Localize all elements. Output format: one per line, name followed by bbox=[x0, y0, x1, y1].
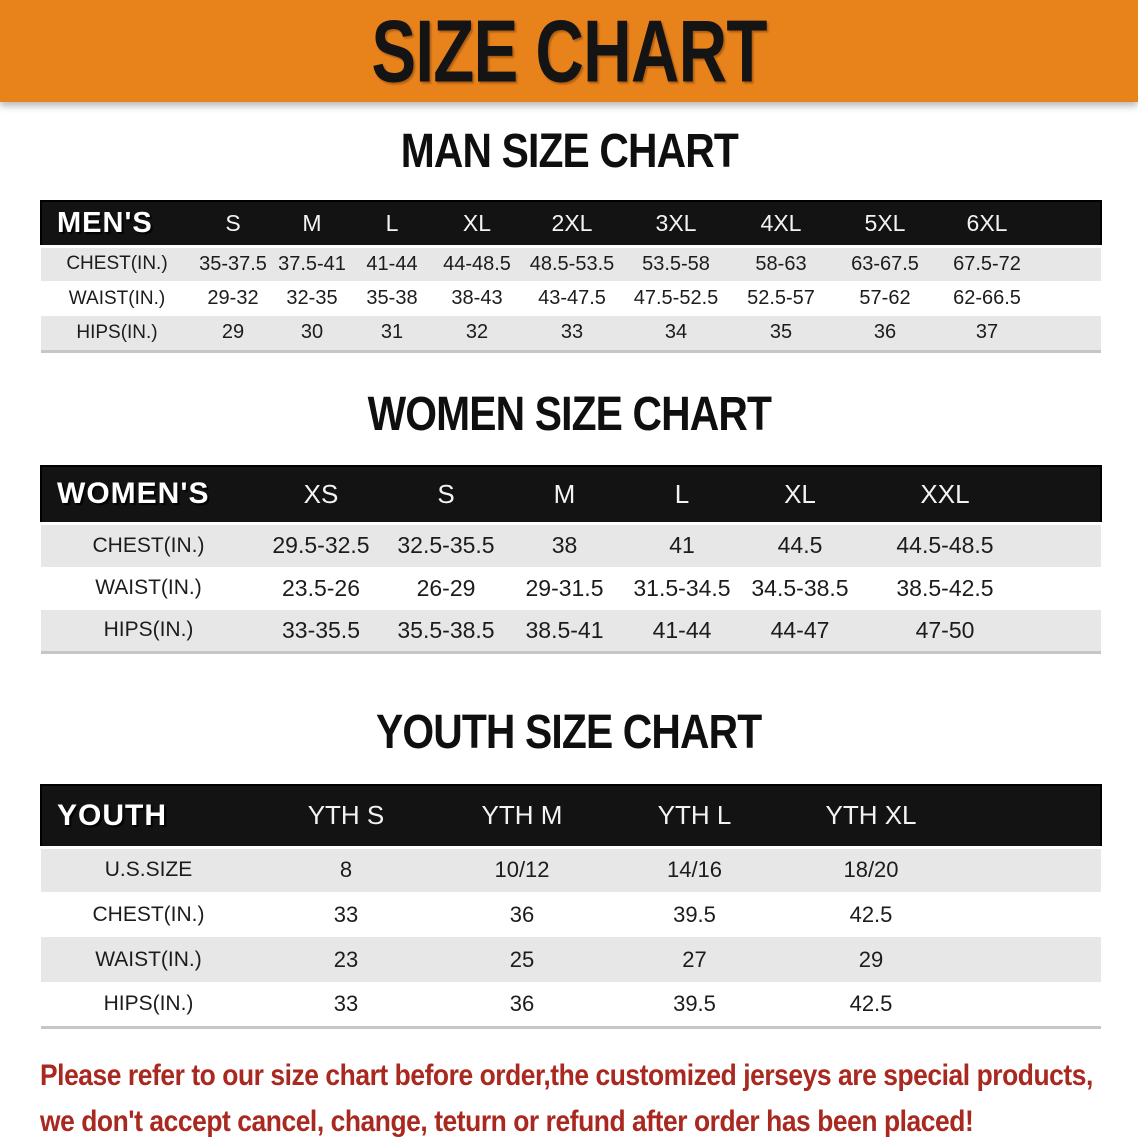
size-column-header: 2XL bbox=[551, 209, 593, 236]
size-column-header: XXL bbox=[920, 478, 970, 509]
row-label-cell: CHEST(IN.) bbox=[41, 524, 256, 567]
size-value-cell: 38.5-42.5 bbox=[896, 574, 994, 601]
size-value-cell: 33 bbox=[333, 901, 359, 927]
filler-cell bbox=[961, 847, 1101, 892]
size-value-cell: 34 bbox=[623, 316, 729, 351]
size-value-cell: 18/20 bbox=[781, 847, 961, 892]
size-value-cell: 32 bbox=[433, 316, 521, 351]
size-value-cell: 8 bbox=[256, 847, 436, 892]
size-value-cell: 44-48.5 bbox=[433, 246, 521, 281]
table-title-cell: YOUTH bbox=[57, 798, 167, 832]
size-value-cell: 26-29 bbox=[416, 574, 476, 601]
size-value-cell: 58-63 bbox=[729, 246, 833, 281]
size-column-header: XL bbox=[462, 209, 492, 236]
size-value-cell: 38.5-41 bbox=[506, 610, 623, 653]
size-value-cell: 44-47 bbox=[741, 610, 859, 653]
filler-cell bbox=[1037, 246, 1101, 281]
size-chart-banner bbox=[0, 0, 1138, 102]
size-value-cell: 63-67.5 bbox=[833, 246, 937, 281]
size-value-cell: 41-44 bbox=[623, 610, 741, 653]
filler-cell bbox=[1031, 466, 1101, 524]
size-value-cell: 36 bbox=[436, 982, 608, 1027]
size-value-cell: 38 bbox=[506, 524, 623, 567]
size-column-header: 3XL bbox=[655, 209, 697, 236]
size-value-cell: 39.5 bbox=[673, 901, 716, 927]
size-value-cell: 53.5-58 bbox=[623, 246, 729, 281]
filler-cell bbox=[1031, 610, 1101, 653]
size-column-header: S bbox=[225, 209, 241, 236]
size-column-header: YTH M bbox=[481, 800, 563, 831]
size-value-cell: 32-35 bbox=[286, 287, 338, 309]
size-value-cell: 47-50 bbox=[859, 610, 1031, 653]
size-value-cell: 36 bbox=[509, 901, 535, 927]
measurement-row bbox=[41, 610, 1101, 653]
size-value-cell: 29 bbox=[193, 316, 273, 351]
filler-cell bbox=[1037, 201, 1101, 246]
section-heading-man bbox=[0, 125, 1138, 178]
size-value-cell: 41-44 bbox=[351, 246, 433, 281]
section-heading-women bbox=[0, 387, 1138, 441]
size-value-cell: 35-38 bbox=[366, 287, 418, 309]
filler-cell bbox=[961, 937, 1101, 982]
man-size-chart-title: MAN SIZE CHART bbox=[400, 125, 738, 178]
size-value-cell: 29.5-32.5 bbox=[256, 524, 386, 567]
table-header-row bbox=[41, 466, 1101, 524]
size-value-cell: 31.5-34.5 bbox=[633, 574, 731, 601]
size-value-cell: 44.5 bbox=[741, 524, 859, 567]
row-label-cell: HIPS(IN.) bbox=[41, 982, 256, 1027]
row-label-cell: WAIST(IN.) bbox=[95, 947, 202, 971]
filler-cell bbox=[1031, 524, 1101, 567]
size-value-cell: 35 bbox=[729, 316, 833, 351]
section-heading-youth bbox=[0, 706, 1138, 759]
disclaimer-text bbox=[40, 1053, 1138, 1145]
measurement-row bbox=[41, 892, 1101, 937]
measurement-row bbox=[41, 524, 1101, 567]
size-value-cell: 10/12 bbox=[436, 847, 608, 892]
measurement-row bbox=[41, 937, 1101, 982]
size-value-cell: 29-32 bbox=[207, 287, 259, 309]
size-value-cell: 33 bbox=[256, 982, 436, 1027]
banner-title: SIZE CHART bbox=[371, 1, 767, 101]
disclaimer-line-1: Please refer to our size chart before order,the customized jerseys are special products, bbox=[40, 1058, 1093, 1092]
size-column-header: XS bbox=[303, 478, 339, 509]
size-value-cell: 43-47.5 bbox=[538, 287, 606, 309]
size-value-cell: 32.5-35.5 bbox=[386, 524, 506, 567]
table-header-row bbox=[41, 785, 1101, 847]
size-value-cell: 29-31.5 bbox=[525, 574, 604, 601]
size-value-cell: 67.5-72 bbox=[937, 246, 1037, 281]
row-label-cell: CHEST(IN.) bbox=[92, 902, 205, 926]
row-label-cell: CHEST(IN.) bbox=[41, 246, 193, 281]
size-value-cell: 14/16 bbox=[608, 847, 781, 892]
size-value-cell: 57-62 bbox=[859, 287, 911, 309]
youth-size-table bbox=[40, 784, 1102, 1029]
size-value-cell: 23.5-26 bbox=[281, 574, 360, 601]
size-value-cell: 34.5-38.5 bbox=[751, 574, 849, 601]
disclaimer-line-2: we don't accept cancel, change, teturn or refund after order has been placed! bbox=[40, 1104, 974, 1138]
size-value-cell: 38-43 bbox=[451, 287, 503, 309]
filler-cell bbox=[961, 892, 1101, 937]
size-value-cell: 36 bbox=[833, 316, 937, 351]
row-label-cell: U.S.SIZE bbox=[41, 847, 256, 892]
size-column-header: S bbox=[437, 478, 455, 509]
size-value-cell: 37 bbox=[937, 316, 1037, 351]
measurement-row bbox=[41, 847, 1101, 892]
size-column-header: 4XL bbox=[760, 209, 802, 236]
filler-cell bbox=[1031, 567, 1101, 610]
table-title-cell: MEN'S bbox=[57, 206, 153, 239]
size-column-header: XL bbox=[784, 478, 816, 509]
measurement-row bbox=[41, 567, 1101, 610]
size-value-cell: 35-37.5 bbox=[193, 246, 273, 281]
size-value-cell: 39.5 bbox=[608, 982, 781, 1027]
size-value-cell: 48.5-53.5 bbox=[521, 246, 623, 281]
size-value-cell: 44.5-48.5 bbox=[859, 524, 1031, 567]
size-value-cell: 31 bbox=[351, 316, 433, 351]
table-header-row bbox=[41, 201, 1101, 246]
measurement-row bbox=[41, 281, 1101, 316]
measurement-row bbox=[41, 246, 1101, 281]
filler-cell bbox=[1037, 281, 1101, 316]
size-value-cell: 33-35.5 bbox=[256, 610, 386, 653]
filler-cell bbox=[961, 982, 1101, 1027]
size-value-cell: 25 bbox=[509, 946, 535, 972]
size-column-header: L bbox=[385, 209, 399, 236]
row-label-cell: WAIST(IN.) bbox=[95, 576, 202, 599]
size-value-cell: 30 bbox=[273, 316, 351, 351]
size-value-cell: 37.5-41 bbox=[273, 246, 351, 281]
size-value-cell: 41 bbox=[623, 524, 741, 567]
size-column-header: L bbox=[674, 478, 690, 509]
women-size-table bbox=[40, 465, 1102, 655]
size-column-header: YTH S bbox=[307, 800, 385, 831]
women-size-chart-title: WOMEN SIZE CHART bbox=[367, 387, 771, 441]
size-column-header: YTH XL bbox=[825, 800, 917, 831]
filler-cell bbox=[961, 785, 1101, 847]
size-column-header: M bbox=[553, 478, 576, 509]
size-value-cell: 42.5 bbox=[781, 982, 961, 1027]
row-label-cell: HIPS(IN.) bbox=[41, 316, 193, 351]
size-value-cell: 47.5-52.5 bbox=[633, 287, 719, 309]
size-value-cell: 35.5-38.5 bbox=[386, 610, 506, 653]
table-title-cell: WOMEN'S bbox=[57, 477, 210, 511]
filler-cell bbox=[1037, 316, 1101, 351]
size-value-cell: 23 bbox=[333, 946, 359, 972]
size-value-cell: 27 bbox=[682, 946, 707, 972]
size-column-header: M bbox=[302, 209, 322, 236]
size-value-cell: 29 bbox=[858, 946, 884, 972]
measurement-row bbox=[41, 316, 1101, 351]
size-column-header: YTH L bbox=[657, 800, 732, 831]
size-value-cell: 42.5 bbox=[849, 901, 893, 927]
men-size-table bbox=[40, 200, 1102, 353]
size-column-header: 6XL bbox=[966, 209, 1008, 236]
youth-size-chart-title: YOUTH SIZE CHART bbox=[376, 706, 762, 759]
size-value-cell: 62-66.5 bbox=[953, 287, 1021, 309]
row-label-cell: WAIST(IN.) bbox=[68, 287, 166, 309]
size-value-cell: 33 bbox=[521, 316, 623, 351]
measurement-row bbox=[41, 982, 1101, 1027]
size-value-cell: 52.5-57 bbox=[747, 287, 815, 309]
size-column-header: 5XL bbox=[864, 209, 906, 236]
row-label-cell: HIPS(IN.) bbox=[41, 610, 256, 653]
